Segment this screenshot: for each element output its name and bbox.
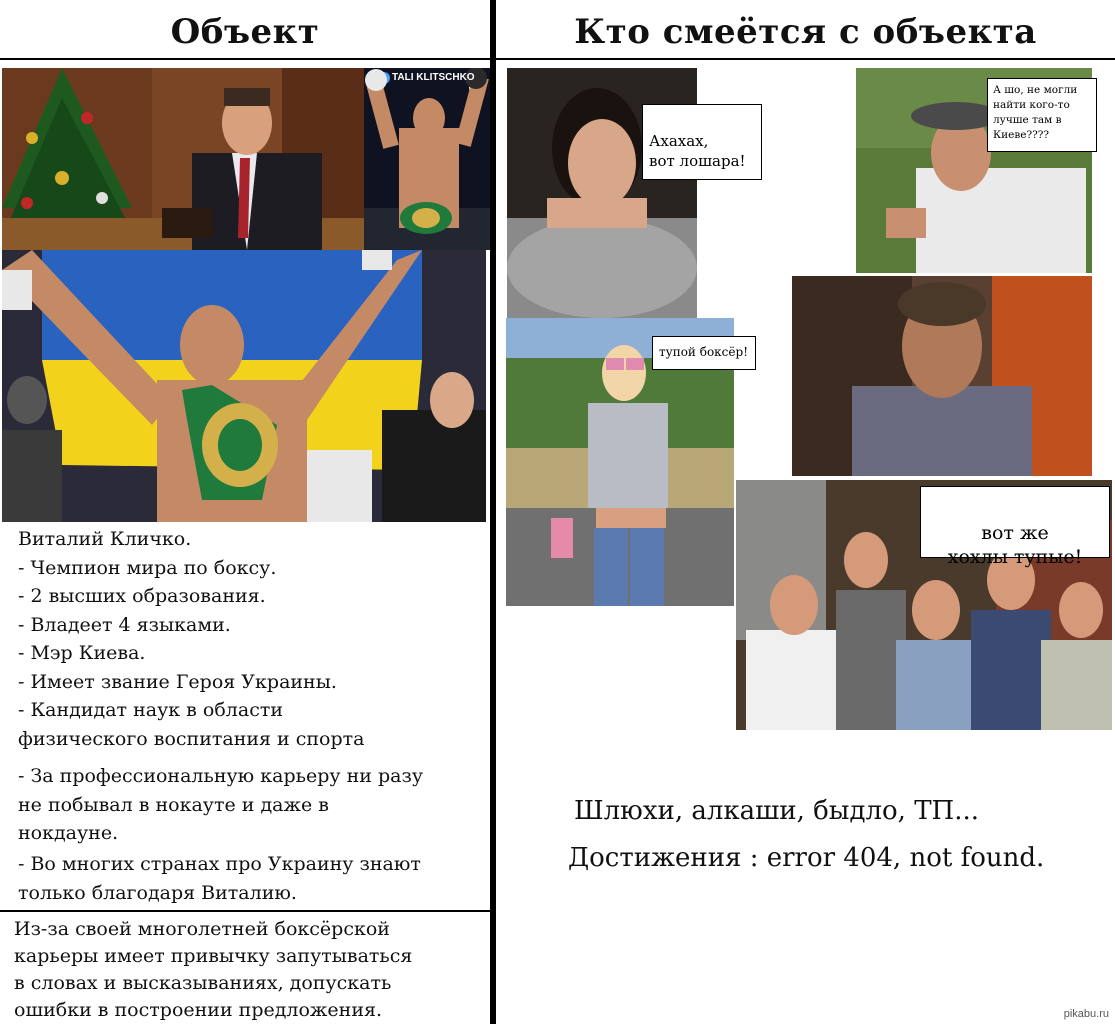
- fact-line: - Мэр Киева.: [18, 642, 146, 664]
- speech-bubble-blonde: [652, 336, 756, 370]
- facts-list: [18, 525, 488, 753]
- left-header: Объект: [170, 12, 320, 52]
- speech-bubble-group: [920, 486, 1110, 568]
- fact-line: Виталий Кличко.: [18, 528, 192, 550]
- bubble-text: А шо, не могли найти кого-то лучше там в Киеве????: [993, 84, 1078, 141]
- note-rule: [0, 910, 490, 912]
- column-divider: [490, 0, 496, 1024]
- summary-line-1: Шлюхи, алкаши, быдло, ТП...: [574, 796, 980, 826]
- summary-line-2: Достижения : error 404, not found.: [568, 843, 1045, 873]
- facts-list-ukraine: [18, 850, 488, 907]
- bubble-text: вот же хохлы тупые!: [947, 522, 1083, 568]
- note-line: в словах и высказываниях, допускать: [14, 972, 392, 994]
- facts-list-knockout: [18, 762, 488, 848]
- photo-podium: [2, 68, 364, 250]
- bubble-text: Ахахах, вот лошара!: [649, 132, 746, 170]
- speech-bubble-girl-dark: [642, 104, 762, 180]
- fact-line: физического воспитания и спорта: [18, 727, 365, 750]
- note-line: ошибки в построении предложения.: [14, 999, 383, 1021]
- fact-line: - Чемпион мира по боксу.: [18, 556, 277, 579]
- ring-banner-text: TALI KLITSCHKO: [392, 72, 475, 83]
- note-line: Из-за своей многолетней боксёрской: [14, 918, 390, 940]
- note-line: карьеры имеет привычку запутываться: [14, 945, 413, 967]
- watermark: pikabu.ru: [1063, 1008, 1109, 1020]
- photo-ring: [364, 68, 490, 250]
- photo-flag-champion: [2, 250, 486, 522]
- fact-line: только благодаря Виталию.: [18, 881, 297, 904]
- photo-bruised-man: [792, 276, 1092, 476]
- fact-line: - Во многих странах про Украину знают: [18, 853, 421, 875]
- fact-line: - Владеет 4 языками.: [18, 613, 231, 636]
- fact-line: не побывал в нокауте и даже в: [18, 793, 329, 816]
- fact-line: нокдауне.: [18, 822, 119, 844]
- boxing-note: [14, 916, 488, 1024]
- fact-line: - Имеет звание Героя Украины.: [18, 670, 337, 693]
- speech-bubble-man-cap: [987, 78, 1097, 152]
- fact-line: - Кандидат наук в области: [18, 699, 284, 721]
- right-header: Кто смеётся с объекта: [574, 12, 1037, 52]
- fact-line: - 2 высших образования.: [18, 585, 266, 607]
- right-header-rule: [496, 58, 1115, 60]
- fact-line: - За профессиональную карьеру ни разу: [18, 765, 423, 787]
- left-header-rule: [0, 58, 490, 60]
- bubble-text: тупой боксёр!: [659, 345, 749, 359]
